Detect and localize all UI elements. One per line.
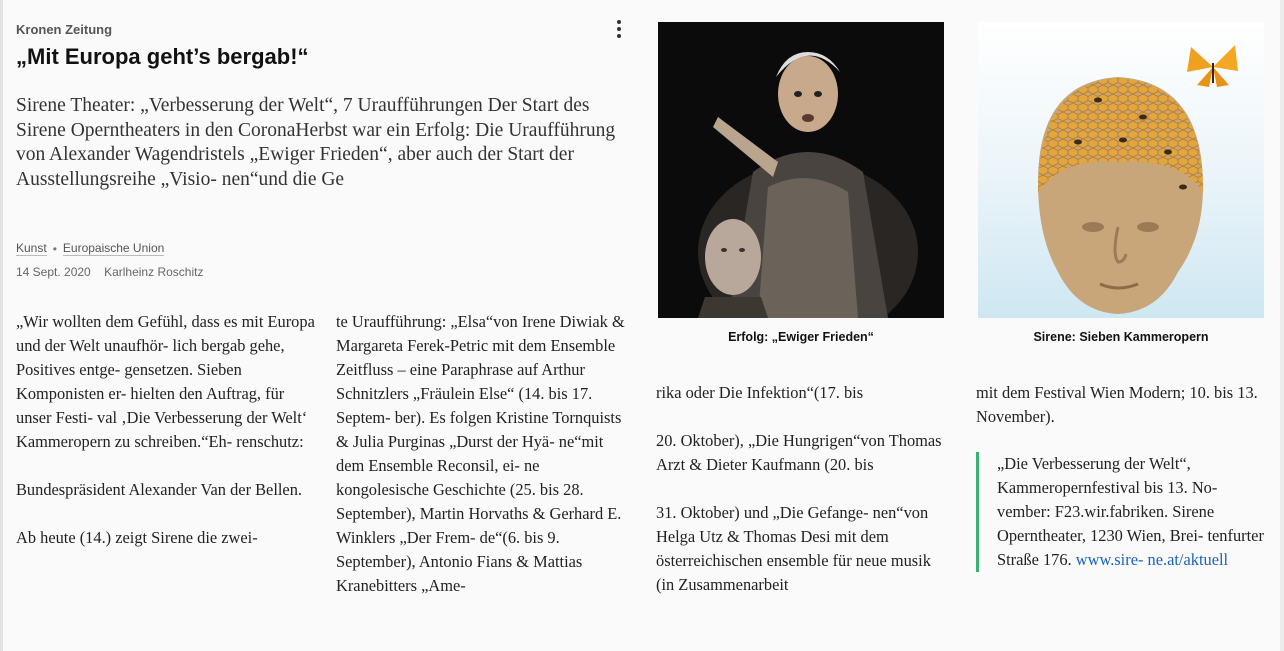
- article-author: Karlheinz Roschitz: [104, 265, 204, 279]
- stage-photo[interactable]: [658, 22, 944, 318]
- article-date: 14 Sept. 2020: [16, 265, 91, 279]
- body-paragraph: rika oder Die Infektion“(17. bis: [656, 383, 864, 402]
- page-right-edge: [1280, 0, 1284, 651]
- article-headline: „Mit Europa geht’s bergab!“: [16, 44, 309, 69]
- body-paragraph: 20. Oktober), „Die Hungrigen“von Thomas Arzt & Dieter Kaufmann (20. bis: [656, 431, 942, 474]
- sculpture-photo-illustration: [978, 22, 1264, 318]
- info-box-text: „Die Verbesserung der Welt“, Kammeropernfestival bis 13. No- vember: F23.wir.fabriken. Sirene Operntheater, 1230 Wien, Brei- tenfurter Straße 176.: [997, 454, 1264, 569]
- more-options-icon[interactable]: [610, 18, 628, 40]
- tag-link[interactable]: Kunst: [16, 241, 47, 255]
- article-tags: [16, 241, 164, 256]
- tag-separator: •: [52, 241, 57, 256]
- body-paragraph: 31. Oktober) und „Die Gefange- nen“von Helga Utz & Thomas Desi mit dem österreichischen ensemble für neue musik (in Zusammenarbeit: [656, 503, 931, 594]
- publisher-name: Kronen Zeitung: [16, 22, 113, 37]
- body-paragraph: Ab heute (14.) zeigt Sirene die zwei-: [16, 528, 258, 547]
- body-paragraph: mit dem Festival Wien Modern; 10. bis 13. November).: [976, 383, 1258, 426]
- body-column-1: [16, 310, 316, 550]
- info-box-link[interactable]: www.sire- ne.at/aktuell: [1075, 550, 1229, 569]
- body-paragraph: „Wir wollten dem Gefühl, dass es mit Europa und der Welt unaufhör- lich bergab gehe, Positives entge- gensetzen. Sieben Komponisten er- hielten den Auftrag, für unser Festi- val ‚Die Verbesserung der Welt‘ Kammeropern zu schreiben.“Eh- renschutz:: [16, 312, 315, 451]
- photo-caption: Sirene: Sieben Kammeropern: [1033, 330, 1209, 344]
- body-paragraph: Bundespräsident Alexander Van der Bellen.: [16, 480, 303, 499]
- body-column-4: [976, 381, 1272, 429]
- body-paragraph: te Uraufführung: „Elsa“von Irene Diwiak & Margareta Ferek-Petric mit dem Ensemble Zeitfluss – eine Paraphrase auf Arthur Schnitzlers „Fräulein Else“ (14. bis 17. Septem- ber). Es folgen Kristine Tornquists & Julia Purginas „Durst der Hyä- ne“mit dem Ensemble Reconsil, ei- ne kongolesische Geschichte (25. bis 28. September), Martin Horvaths & Gerhard E. Winklers „Der Frem- de“(6. bis 9. September), Antonio Fians & Mattias Kranebitters „Ame-: [336, 312, 625, 595]
- stage-photo-illustration: [658, 22, 944, 318]
- page-left-edge: [0, 0, 3, 651]
- photo-caption: Erfolg: „Ewiger Frieden“: [728, 330, 874, 344]
- sculpture-photo[interactable]: [978, 22, 1264, 318]
- body-column-3: [656, 381, 952, 597]
- body-column-2: [336, 310, 632, 598]
- tag-link[interactable]: Europaische Union: [62, 241, 165, 255]
- article-summary: Sirene Theater: „Verbesserung der Welt“, 7 Uraufführungen Der Start des Sirene Operntheaters in den CoronaHerbst war ein Erfolg: Die Uraufführung von Alexander Wagendristels „Ewiger Frieden“, aber auch der Start der Ausstellungsreihe „Visio- nen“und die Ge: [16, 95, 616, 190]
- info-box: [976, 452, 1266, 572]
- article-meta: [16, 265, 203, 279]
